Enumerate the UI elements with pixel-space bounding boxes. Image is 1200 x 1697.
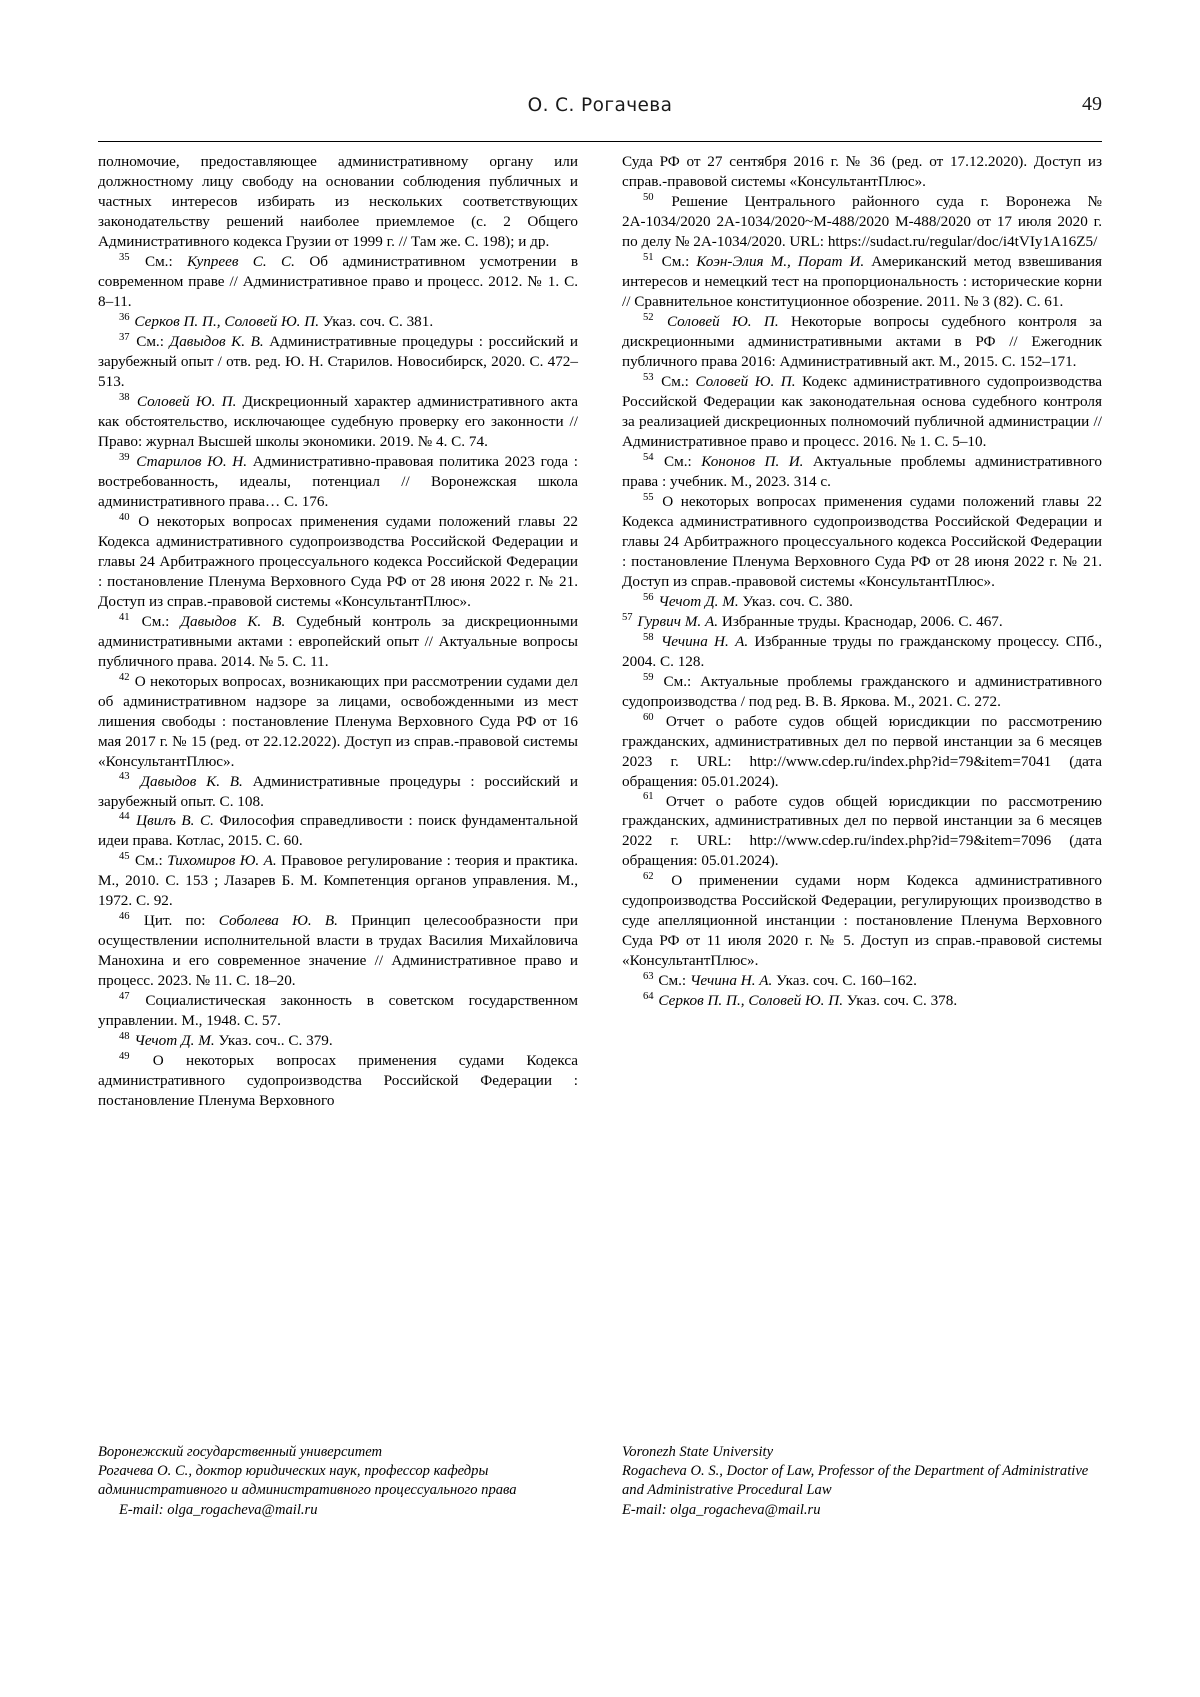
footnote-text: Принцип целесообразности при осуществлении исполнительной власти в трудах Василия Михайловича Манохина и его современное значение // Административное право и процесс. 2023. № 11. С. 18–20. <box>98 912 579 990</box>
footnote-entry <box>98 1031 578 1051</box>
footnote-author-name: Чечот Д. М. <box>658 592 739 610</box>
footnote-marker: 38 <box>119 391 130 403</box>
footnote-text: Указ. соч. С. 378. <box>843 992 958 1010</box>
footnote-marker: 56 <box>643 591 654 603</box>
footnote-text: Отчет о работе судов общей юрисдикции по рассмотрению гражданских, административных дел по первой инстанции за 6 месяцев 2023 г. URL: http://www.cdep.ru/index.php?id=79&item=7041 (дата обращения: 05.01.2024). <box>622 712 1103 790</box>
footnote-text: Актуальные проблемы административного права : учебник. М., 2023. 314 с. <box>622 452 1103 490</box>
footnote-text: Отчет о работе судов общей юрисдикции по рассмотрению гражданских, административных дел по первой инстанции за 6 месяцев 2022 г. URL: http://www.cdep.ru/index.php?id=79&item=7096 (дата обращения: 05.01.2024). <box>622 792 1103 870</box>
footnote-entry <box>622 632 1102 672</box>
footnote-author-name: Соловей Ю. П. <box>695 372 796 390</box>
footnote-marker: 59 <box>643 671 654 683</box>
footnote-entry <box>98 152 578 252</box>
footnote-entry <box>622 612 1102 632</box>
footnote-marker: 46 <box>119 911 130 923</box>
footnote-marker: 53 <box>643 371 654 383</box>
affiliation-ru-email: E-mail: olga_rogacheva@mail.ru <box>119 1501 318 1518</box>
footnote-author-name: Коэн-Элия М., Порат И. <box>696 252 865 270</box>
footnote-author-name: Кононов П. И. <box>701 452 804 470</box>
footnote-marker: 55 <box>643 491 654 503</box>
footnote-text: См.: <box>135 852 168 870</box>
footnote-marker: 63 <box>643 971 654 983</box>
footnote-entry <box>98 991 578 1031</box>
footnote-entry <box>622 152 1102 192</box>
header-divider <box>98 141 1102 142</box>
footnote-marker: 54 <box>643 451 654 463</box>
footnote-author-name: Тихомиров Ю. А. <box>167 852 277 870</box>
footnote-author-name: Соболева Ю. В. <box>218 912 338 930</box>
footnote-entry <box>622 192 1102 252</box>
footnote-text: См.: <box>136 332 170 350</box>
footnote-marker: 61 <box>643 791 654 803</box>
footnote-author-name: Чечина Н. А. <box>689 972 773 990</box>
footnote-text: См.: <box>661 372 696 390</box>
footnote-text: Указ. соч. С. 160–162. <box>772 972 917 990</box>
footnote-author-name: Соловей Ю. П. <box>666 312 779 330</box>
footnote-text: О некоторых вопросах применения судами положений главы 22 Кодекса административного судопроизводства Российской Федерации и главы 24 Арбитражного процессуального кодекса Российской Федерации : постановление Пленума Верховного Суда РФ от 28 июня 2022 г. № 21. Доступ из справ.-правовой системы «КонсультантПлюс». <box>622 492 1103 590</box>
affiliation-ru-author: Рогачева О. С., доктор юридических наук, профессор кафедры административного и административного процессуального права <box>98 1463 517 1499</box>
footnote-marker: 35 <box>119 251 130 263</box>
footnote-text: Избранные труды. Краснодар, 2006. С. 467. <box>718 612 1003 630</box>
footnote-text: Цит. по: <box>143 912 219 930</box>
footnote-marker: 52 <box>643 311 654 323</box>
left-column <box>98 152 578 1111</box>
footnote-entry <box>98 612 578 672</box>
footnote-entry <box>622 312 1102 372</box>
footnote-text: Указ. соч. С. 381. <box>319 312 434 330</box>
footnote-marker: 51 <box>643 251 654 263</box>
footnote-entry <box>98 1051 578 1111</box>
footnote-marker: 42 <box>119 671 130 683</box>
footnote-author-name: Серков П. П., Соловей Ю. П. <box>658 992 843 1010</box>
footnote-entry <box>622 991 1102 1011</box>
footnote-entry <box>98 452 578 512</box>
page-number: 49 <box>1082 93 1102 115</box>
footnote-marker: 45 <box>119 851 130 863</box>
footnote-text: О применении судами норм Кодекса административного судопроизводства Российской Федерации, регулирующих производство в суде апелляционной инстанции : постановление Пленума Верховного Суда РФ от 11 июля 2020 г. № 5. Доступ из справ.-правовой системы «КонсультантПлюс». <box>622 872 1103 970</box>
footnote-text: Дискреционный характер административного акта как обстоятельство, исключающее судебную проверку его законности // Право: журнал Высшей школы экономики. 2019. № 4. С. 74. <box>98 392 578 450</box>
footnote-text: Судебный контроль за дискреционными административными актами : европейский опыт // Актуальные вопросы публичного права. 2014. № 5. С. 11. <box>98 612 578 670</box>
footnote-author-name: Гурвич М. А. <box>637 612 719 630</box>
footnote-marker: 41 <box>119 611 130 623</box>
footnote-text: Суда РФ от 27 сентября 2016 г. № 36 (ред. от 17.12.2020). Доступ из справ.-правовой системы «КонсультантПлюс». <box>622 153 1102 190</box>
footnote-marker: 62 <box>643 871 654 883</box>
footnote-marker: 47 <box>119 991 130 1003</box>
footnote-text: Административные процедуры : российский и зарубежный опыт / отв. ред. Ю. Н. Старилов. Новосибирск, 2020. С. 472–513. <box>98 332 578 390</box>
affiliation-ru-university: Воронежский государственный университет <box>98 1444 383 1460</box>
footnote-text: См.: Актуальные проблемы гражданского и административного судопроизводства / под ред. В. В. Яркова. М., 2021. С. 272. <box>622 672 1102 710</box>
footnote-marker: 58 <box>643 631 654 643</box>
footnote-text: См.: <box>658 972 690 990</box>
footnote-text: См.: <box>661 252 697 270</box>
footnote-entry <box>622 592 1102 612</box>
footnote-entry <box>98 332 578 392</box>
footnote-text: Социалистическая законность в советском государственном управлении. М., 1948. С. 57. <box>98 992 579 1030</box>
running-head-author: О. С. Рогачева <box>527 95 673 116</box>
affiliation-english <box>622 1443 1102 1520</box>
footnote-text: Об административном усмотрении в современном праве // Административное право и процесс. 2012. № 1. С. 8–11. <box>98 252 578 310</box>
footnote-entry <box>622 712 1102 792</box>
footnote-entry <box>622 372 1102 452</box>
footnote-text: Решение Центрального районного суда г. Воронежа № 2А-1034/2020 2А-1034/2020~М-488/2020 М-488/2020 от 17 июля 2020 г. по делу № 2А-1034/2020. URL: https://sudact.ru/regular/doc/i4tVIy1A16Z5/ <box>622 192 1103 250</box>
footnote-marker: 44 <box>119 811 130 823</box>
author-affiliation-footer <box>98 1443 1102 1520</box>
footnote-author-name: Давыдов К. В. <box>140 772 243 790</box>
footnote-marker: 64 <box>643 991 654 1003</box>
footnote-marker: 60 <box>643 711 654 723</box>
footnote-marker: 43 <box>119 771 130 783</box>
footnote-entry <box>622 672 1102 712</box>
footnote-entry <box>622 871 1102 971</box>
footnote-entry <box>622 792 1102 872</box>
footnote-author-name: Старилов Ю. Н. <box>136 452 248 470</box>
footnote-text: О некоторых вопросах применения судами положений главы 22 Кодекса административного судопроизводства Российской Федерации и главы 24 Арбитражного процессуального кодекса Российской Федерации : постановление Пленума Верховного Суда РФ от 28 июня 2022 г. № 21. Доступ из справ.-правовой системы «КонсультантПлюс». <box>98 512 579 610</box>
footnote-entry <box>98 512 578 612</box>
footnote-author-name: Давыдов К. В. <box>169 332 264 350</box>
footnote-marker: 40 <box>119 511 130 523</box>
footnote-text: Административные процедуры : российский и зарубежный опыт. С. 108. <box>98 772 578 810</box>
footnote-text: См.: <box>664 452 702 470</box>
footnote-entry <box>622 492 1102 592</box>
footnote-entry <box>98 851 578 911</box>
footnote-entry <box>98 672 578 772</box>
affiliation-en-email: E-mail: olga_rogacheva@mail.ru <box>622 1501 821 1518</box>
footnote-author-name: Серков П. П., Соловей Ю. П. <box>134 312 319 330</box>
footnote-author-name: Цвилъ В. С. <box>136 812 214 830</box>
footnote-entry <box>98 911 578 991</box>
footnote-text: О некоторых вопросах применения судами Кодекса административного судопроизводства Российской Федерации : постановление Пленума Верховного <box>98 1052 579 1110</box>
footnote-text: О некоторых вопросах, возникающих при рассмотрении судами дел об административном надзоре за лицами, освобожденными из мест лишения свободы : постановление Пленума Верховного Суда РФ от 16 мая 2017 г. № 15 (ред. от 22.12.2022). Доступ из справ.-правовой системы «КонсультантПлюс». <box>98 672 579 770</box>
footnote-author-name: Чечина Н. А. <box>660 632 749 650</box>
right-column <box>622 152 1102 1111</box>
footnote-text: полномочие, предоставляющее административному органу или должностному лицу свободу на основании соблюдения публичных и частных интересов избирать из нескольких соответствующих законодательству решений наиболее приемлемое (с. 2 Общего Административного кодекса Грузии от 1999 г. // Там же. С. 198); и др. <box>98 153 578 250</box>
footnote-text: Кодекс административного судопроизводства Российской Федерации как законодательная основа судебного контроля за реализацией дискреционных полномочий публичной администрации // Административное право и процесс. 2016. № 1. С. 5–10. <box>622 372 1102 450</box>
footnote-marker: 39 <box>119 451 130 463</box>
footnote-marker: 36 <box>119 311 130 323</box>
footnote-text: Избранные труды по гражданскому процессу. СПб., 2004. С. 128. <box>622 632 1103 670</box>
footnote-author-name: Соловей Ю. П. <box>136 392 237 410</box>
footnote-entry <box>98 392 578 452</box>
footnote-text: Указ. соч. С. 380. <box>738 592 853 610</box>
footnote-entry <box>98 252 578 312</box>
footnote-text: Административно-правовая политика 2023 года : востребованность, идеалы, потенциал // Воронежская школа административного права… С. 176. <box>98 452 579 510</box>
footnote-marker: 50 <box>643 191 654 203</box>
footnote-author-name: Купреев С. С. <box>187 252 295 270</box>
affiliation-russian <box>98 1443 578 1520</box>
footnote-marker: 49 <box>119 1051 130 1063</box>
footnote-text: Указ. соч.. С. 379. <box>214 1032 333 1050</box>
footnote-text: Американский метод взвешивания интересов и немецкий тест на пропорциональность : исторические корни // Сравнительное конституционное обозрение. 2011. № 3 (82). С. 61. <box>622 252 1103 310</box>
footnote-entry <box>622 971 1102 991</box>
footnote-text: См.: <box>141 612 181 630</box>
footnote-marker: 37 <box>119 331 130 343</box>
footnote-text: См.: <box>144 252 188 270</box>
affiliation-en-university: Voronezh State University <box>622 1444 774 1460</box>
footnote-entry <box>98 811 578 851</box>
footnote-entry <box>98 312 578 332</box>
footnotes-columns <box>98 152 1102 1111</box>
footnote-entry <box>622 252 1102 312</box>
footnote-marker: 57 <box>622 611 633 623</box>
affiliation-en-author: Rogacheva O. S., Doctor of Law, Professor of the Department of Administrative and Administrative Procedural Law <box>622 1463 1089 1499</box>
footnote-author-name: Давыдов К. В. <box>180 612 286 630</box>
footnote-text: Философия справедливости : поиск фундаментальной идеи права. Котлас, 2015. С. 60. <box>98 812 578 850</box>
footnote-author-name: Чечот Д. М. <box>134 1032 215 1050</box>
footnote-text: Некоторые вопросы судебного контроля за дискреционными административными актами в РФ // Ежегодник публичного права 2016: Административный акт. М., 2015. С. 152–171. <box>622 312 1103 370</box>
footnote-marker: 48 <box>119 1031 130 1043</box>
page-header <box>98 95 1102 131</box>
footnote-entry <box>98 772 578 812</box>
footnote-entry <box>622 452 1102 492</box>
footnote-text: Правовое регулирование : теория и практика. М., 2010. С. 153 ; Лазарев Б. М. Компетенция органов управления. М., 1972. С. 92. <box>98 852 579 910</box>
